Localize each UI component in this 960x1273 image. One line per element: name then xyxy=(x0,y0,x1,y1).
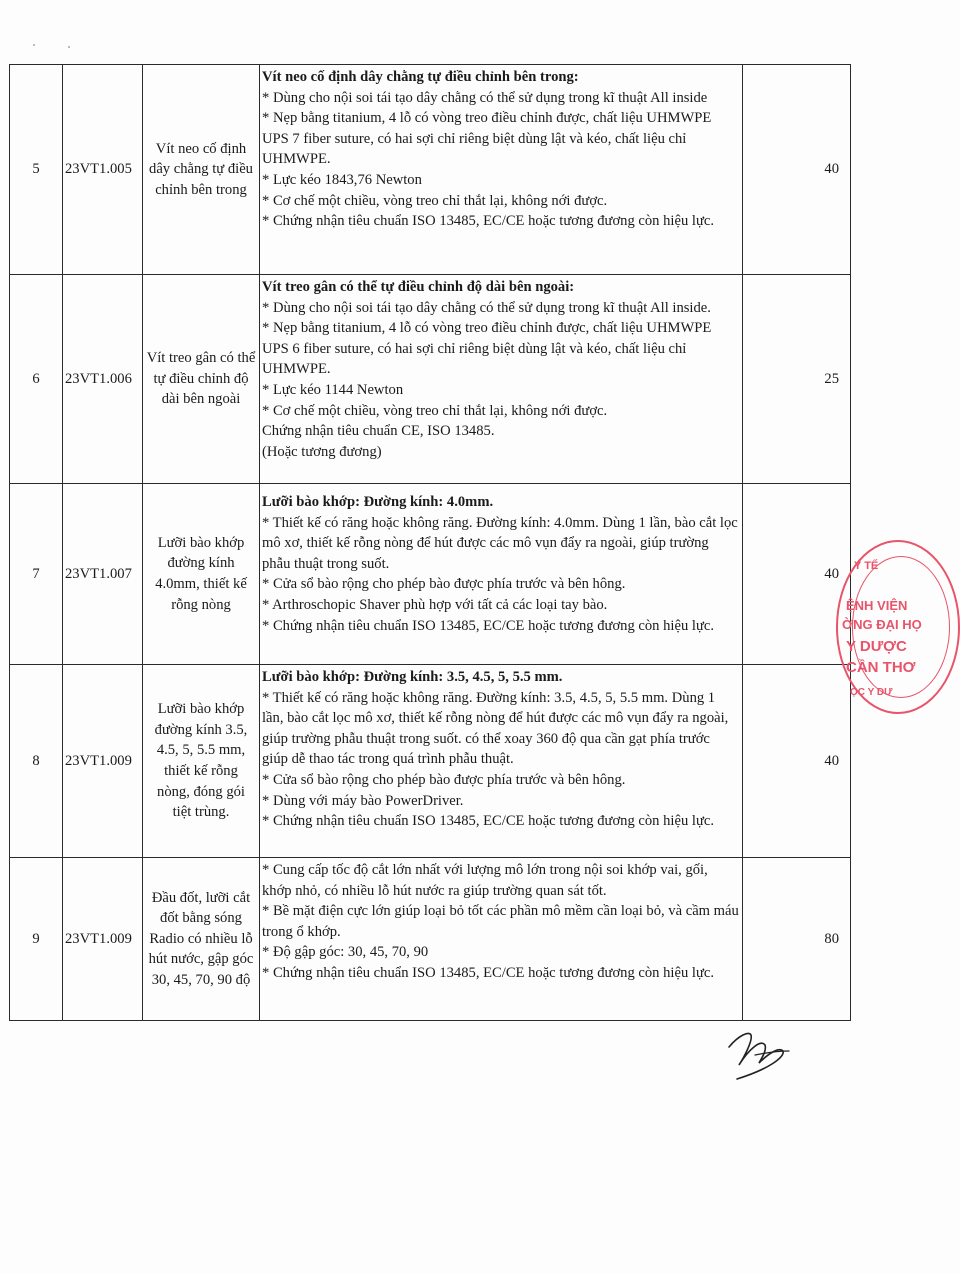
seal-text: ỌC Y DƯ xyxy=(850,687,893,698)
description-line: * Nẹp bằng titanium, 4 lỗ có vòng treo điều chỉnh được, chất liệu UHMWPE UPS 7 fiber suture, có hai sợi chỉ riêng biệt dùng lật và kéo, chất liệu chỉ UHMWPE. xyxy=(262,110,712,168)
description-line: * Thiết kế có răng hoặc không răng. Đường kính: 4.0mm. Dùng 1 lần, bào cắt lọc mô xơ, thiết kế rỗng nòng để hút được các mô vụn đẩy ra ngoài, giúp trường phẫu thuật trong suốt. xyxy=(262,514,738,572)
seal-text: Y DƯỢC xyxy=(846,638,907,655)
table-row xyxy=(10,484,851,665)
item-code: 23VT1.005 xyxy=(63,65,143,275)
description-line: * Lực kéo 1144 Newton xyxy=(262,381,404,398)
item-quantity: 80 xyxy=(743,858,851,1021)
item-description xyxy=(260,665,743,858)
description-line: * Nẹp bằng titanium, 4 lỗ có vòng treo điều chỉnh được, chất liệu UHMWPE UPS 6 fiber suture, có hai sợi chỉ riêng biệt dùng lật và kéo, chất liệu chỉ UHMWPE. xyxy=(262,320,712,378)
item-description xyxy=(260,275,743,484)
description-line: * Cửa sổ bào rộng cho phép bào được phía trước và bên hông. xyxy=(262,771,626,788)
seal-text: ỆNH VIỆN xyxy=(846,598,908,613)
item-quantity: 25 xyxy=(743,275,851,484)
description-line: * Dùng với máy bào PowerDriver. xyxy=(262,792,464,809)
description-line: * Cơ chế một chiều, vòng treo chỉ thắt lại, không nới được. xyxy=(262,192,608,209)
item-name: Lưỡi bào khớp đường kính 4.0mm, thiết kế rỗng nòng xyxy=(143,484,260,665)
item-name: Vít treo gân có thể tự điều chỉnh độ dài bên ngoài xyxy=(143,275,260,484)
description-line: (Hoặc tương đương) xyxy=(262,443,382,460)
scan-speck xyxy=(33,44,35,46)
description-title: Lưỡi bào khớp: Đường kính: 4.0mm. xyxy=(262,494,494,510)
item-code: 23VT1.009 xyxy=(63,858,143,1021)
description-line: * Lực kéo 1843,76 Newton xyxy=(262,171,422,188)
item-description xyxy=(260,858,743,1021)
description-title: Lưỡi bào khớp: Đường kính: 3.5, 4.5, 5, 5.5 mm. xyxy=(262,669,563,685)
row-number: 9 xyxy=(10,858,63,1021)
item-code: 23VT1.009 xyxy=(63,665,143,858)
item-code: 23VT1.006 xyxy=(63,275,143,484)
scan-speck xyxy=(68,46,70,48)
table-row xyxy=(10,275,851,484)
item-name: Đầu đốt, lưỡi cắt đốt bằng sóng Radio có nhiều lỗ hút nước, gập góc 30, 45, 70, 90 độ xyxy=(143,858,260,1021)
description-line: * Dùng cho nội soi tái tạo dây chằng có thể sử dụng trong kĩ thuật All inside. xyxy=(262,299,711,316)
description-line: * Chứng nhận tiêu chuẩn ISO 13485, EC/CE hoặc tương đương còn hiệu lực. xyxy=(262,617,714,634)
description-line: * Dùng cho nội soi tái tạo dây chằng có thể sử dụng trong kĩ thuật All inside xyxy=(262,89,708,106)
row-number: 5 xyxy=(10,65,63,275)
seal-text: CẦN THƠ xyxy=(846,659,916,676)
description-line: * Cung cấp tốc độ cắt lớn nhất với lượng mô lớn trong nội soi khớp vai, gối, khớp nhỏ, có nhiều lỗ hút nước ra giúp trường quan sát tốt. xyxy=(262,862,708,899)
seal-text: Y TẾ xyxy=(854,560,879,572)
item-quantity: 40 xyxy=(743,484,851,665)
description-line: * Độ gập góc: 30, 45, 70, 90 xyxy=(262,944,429,961)
table-row xyxy=(10,665,851,858)
item-description xyxy=(260,484,743,665)
row-number: 8 xyxy=(10,665,63,858)
row-number: 6 xyxy=(10,275,63,484)
description-line: * Cửa sổ bào rộng cho phép bào được phía trước và bên hông. xyxy=(262,576,626,593)
item-quantity: 40 xyxy=(743,65,851,275)
description-line: * Thiết kế có răng hoặc không răng. Đường kính: 3.5, 4.5, 5, 5.5 mm. Dùng 1 lần, bào cắt lọc mô xơ, thiết kế rỗng nòng để hút được các mô vụn đẩy ra ngoài, giúp trường phẫu thuật trong suốt. có thể xoay 360 độ qua cần gạt phía trước giúp dễ thao tác trong quá trình phẫu thuật. xyxy=(262,689,729,768)
description-title: Vít neo cố định dây chằng tự điều chỉnh bên trong: xyxy=(262,69,579,85)
description-line: * Bề mặt điện cực lớn giúp loại bỏ tốt các phần mô mềm cần loại bỏ, và cầm máu trong ổ khớp. xyxy=(262,903,739,940)
specification-table xyxy=(9,64,851,1021)
hospital-seal-stamp xyxy=(836,540,960,714)
description-title: Vít treo gân có thể tự điều chỉnh độ dài bên ngoài: xyxy=(262,279,575,295)
description-line: * Arthroschopic Shaver phù hợp với tất cả các loại tay bào. xyxy=(262,596,608,613)
item-description xyxy=(260,65,743,275)
item-quantity: 40 xyxy=(743,665,851,858)
table-row xyxy=(10,65,851,275)
handwritten-signature xyxy=(725,1025,815,1085)
description-line: * Chứng nhận tiêu chuẩn ISO 13485, EC/CE hoặc tương đương còn hiệu lực. xyxy=(262,213,714,230)
seal-text: ỜNG ĐẠI HỌ xyxy=(842,617,922,632)
item-name: Vít neo cố định dây chằng tự điều chỉnh bên trong xyxy=(143,65,260,275)
item-code: 23VT1.007 xyxy=(63,484,143,665)
description-line: * Cơ chế một chiều, vòng treo chỉ thắt lại, không nới được. xyxy=(262,402,608,419)
table-row xyxy=(10,858,851,1021)
description-line: * Chứng nhận tiêu chuẩn ISO 13485, EC/CE hoặc tương đương còn hiệu lực. xyxy=(262,813,714,830)
description-line: Chứng nhận tiêu chuẩn CE, ISO 13485. xyxy=(262,423,495,440)
item-name: Lưỡi bào khớp đường kính 3.5, 4.5, 5, 5.5 mm, thiết kế rỗng nòng, đóng gói tiệt trùng. xyxy=(143,665,260,858)
description-line: * Chứng nhận tiêu chuẩn ISO 13485, EC/CE hoặc tương đương còn hiệu lực. xyxy=(262,964,714,981)
row-number: 7 xyxy=(10,484,63,665)
